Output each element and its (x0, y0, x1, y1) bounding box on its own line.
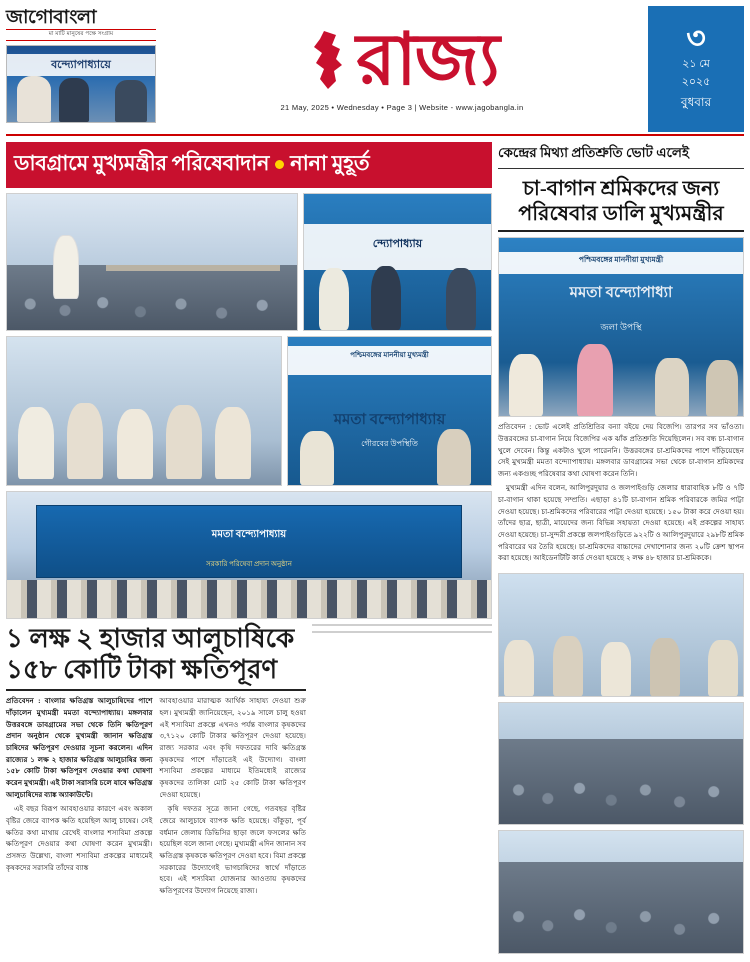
potato-para-3: আবহাওয়ার মারাত্মক আর্থিক সাহায্য দেওয়া শুরু হল। মুখ্যমন্ত্রী জানিয়েছেন, ২০১৯ সালে চালু হওয়া এই শস্যবিমা প্রকল্পে এখনও পর্যন্ত বাংলার কৃষকদের ৩,৭১২০ কোটি টাকার ক্ষতিপূরণ দেওয়া হয়েছে। রাজ্য সরকার এবং কৃষি দফতরের দাবি ক্ষতিগ্রস্ত কৃষকদের পাশে দাঁড়াতেই এই উদ্যোগ। বাংলা শস্যবিমা প্রকল্পের মাধ্যমে ইতিমধ্যেই রাজ্যের কৃষকদের তালিকা মোট ২৫ কোটি টাকা ক্ষতিপূরণ দেওয়া হয়েছে। (159, 697, 306, 799)
right-photo-label-mid: মমতা বন্দ্যোপাধ্যা (569, 284, 673, 301)
bottom-left-photos (312, 624, 492, 954)
right-headline: চা-বাগান শ্রমিকদের জন্য পরিষেবার ডালি মুখ্যমন্ত্রীর (498, 174, 744, 232)
bullet-dot-icon (275, 160, 284, 169)
masthead-left (6, 6, 156, 132)
date-line-1: ২১ মে (682, 58, 710, 71)
thumbnail-figure-3 (115, 80, 147, 122)
photo-row-1 (6, 193, 492, 331)
photo-label-mid-a (313, 625, 491, 626)
right-kicker: কেন্দ্রের মিথ্যা প্রতিশ্রুতি ভোট এলেই (498, 142, 744, 169)
masthead-thumbnail-photo (6, 45, 156, 123)
photo-label-top-b (313, 632, 491, 633)
right-para-2: মুখ্যমন্ত্রী এদিন বলেন, আলিপুরদুয়ার ও জলপাইগুড়ি জেলার ধারাবাহিক ৮টি ও ৭টি চা-বাগান থাকা হয়েছে সম্প্রতি। এছাড়া ৪১টি চা-বাগান শ্রমিক পরিবারকে জমির পাট্টা দেওয়া হয়েছে। চা-শ্রমিকদের পরিবারের পাট্টা দেওয়া হয়েছে। ১৫০ টাকা করে দেওয়া হয়। তাঁদের ছাত্র, ছাত্রী, মায়েদের জন্য বিভিন্ন সহায়তা দেওয়া হয়েছে। এই প্রকল্পের সাহায্য দেওয়া হয়েছে। চা-সুন্দরী প্রকল্পে জলপাইগুড়িতে ৯২২টি ও আলিপুরদুয়ারে ২৯৮টি শ্রমিক পরিবারের ঘর তৈরি হয়েছে। চা-শ্রমিকদের বাচ্চাদের দেখাশোনার জন্য ২০টি ক্রেশ স্থাপন করা হয়েছে। আইডেনটিটি কার্ড দেওয়া হয়েছে ২ লক্ষ ৪৮ হাজার চা-শ্রমিককে। (498, 484, 744, 563)
masthead (6, 6, 744, 136)
photo-figure-b (371, 266, 401, 330)
photo-p4-label-3: গৌরবের উপস্থিতি (361, 438, 418, 448)
left-banner-text-2: নানা মুহূর্ত (290, 151, 370, 175)
masthead-subline: 21 May, 2025 • Wednesday • Page 3 | Website - www.jagobangla.in (280, 102, 524, 112)
day-name: বুধবার (680, 94, 712, 109)
left-banner-headline (6, 142, 492, 188)
photo-tea-garden-event (498, 237, 744, 417)
photo-dignitaries-row (498, 573, 744, 697)
west-bengal-map-icon (306, 29, 352, 91)
photo-label-mid-b (313, 632, 491, 633)
photo-row-2 (6, 336, 492, 486)
photo-figure-a (319, 268, 349, 330)
photo-figure-c (446, 268, 476, 330)
page-number: ৩ (686, 22, 706, 56)
photo-p4-label-2: মমতা বন্দ্যোপাধ্যায় (333, 412, 446, 429)
stage-backdrop-text: মমতা বন্দ্যোপাধ্যায় (211, 529, 287, 541)
photo-dancers (6, 336, 282, 486)
photo-cm-handing-over (312, 624, 492, 626)
thumbnail-caption: বন্দ্যোপাধ্যায়ে (7, 54, 155, 76)
publication-logo: জাগোবাংলা (6, 7, 97, 28)
left-banner-text: ডাবগ্রামে মুখ্যমন্ত্রীর পরিষেবাদান (14, 151, 270, 175)
date-line-2: ২০২৫ (681, 76, 711, 88)
photo-audience-wide (498, 830, 744, 954)
publication-tagline: মা মাটি মানুষের পক্ষে সংগ্রাম (6, 29, 156, 41)
potato-article-col-2 (160, 696, 307, 900)
potato-para-4: কৃষি দফতর সূত্রে জানা গেছে, গতবছর বৃষ্টির জেরে আলুচাষে ব্যাপক ক্ষতি হয়েছে। বাঁকুড়া, পূর্ব বর্ধমান জেলায় ডিভিসির ছাড়া জলে ফসলের ক্ষতি হয়েছিল বলে জানা গেছে। মুখ্যমন্ত্রী এদিন জানান সব ক্ষতিগ্রস্ত কৃষককে ক্ষতিপূরণ দেওয়া হবে। বিমা প্রকল্পে সরকারের উদ্যোগেই ভাগচাষিদের স্বার্থে দাঁড়াতে হবে। এই শস্যবিমা যোজনার আওতায় কৃষকদের ক্ষতিপূরণের উদ্যোগ নিয়েছে রাজ্য। (159, 805, 306, 895)
potato-article-headline: ১ লক্ষ ২ হাজার আলুচাষিকে ১৫৮ কোটি টাকা ক্ষতিপূরণ (6, 624, 306, 691)
left-column (6, 142, 492, 954)
photo-stage-event (6, 491, 492, 619)
right-article-body (498, 422, 744, 568)
photo-label-top-a (313, 625, 491, 626)
photo-cm-with-officers (303, 193, 492, 331)
right-column (498, 142, 744, 954)
potato-para-1: প্রতিবেদন : বাংলার ক্ষতিগ্রস্ত আলুচাষিদের পাশে দাঁড়ালেন মুখ্যমন্ত্রী মমতা বন্দ্যোপাধ্যায়। মঙ্গলবার উত্তরবঙ্গে ডাবগ্রামের সভা থেকে তিনি ক্ষতিপূরণ প্রদান অনুষ্ঠান থেকে মুখ্যমন্ত্রী জানান ক্ষতিগ্রস্ত চাষিদের ক্ষতিপূরণ দেওয়ার সূচনা করলেন। এদিন রাজ্যের ১ লক্ষ ২ হাজার ক্ষতিগ্রস্ত আলুচাষির জন্য ১৫৮ কোটি টাকা ক্ষতিপূরণ দেওয়ার কথা ঘোষণা করেন মুখ্যমন্ত্রী। এই টাকা সরাসরি চলে যাবে ক্ষতিগ্রস্ত আলুচাষিদের ব্যাঙ্ক অ্যাকাউন্টে। (6, 697, 153, 799)
masthead-center (156, 6, 648, 132)
photo-figure-cm (53, 235, 79, 299)
right-photo-label-sub: জলা উপস্থি (600, 322, 642, 333)
page-title: রাজ্য (356, 20, 498, 101)
photo-cm-walkway (6, 193, 298, 331)
masthead-title-row (306, 20, 498, 101)
photo-crowd-seated (498, 702, 744, 826)
potato-article (6, 624, 306, 954)
right-photo-label-top: পশ্চিমবঙ্গের মাননীয়া মুখ্যমন্ত্রী (578, 255, 664, 265)
bottom-left-section (6, 624, 492, 954)
potato-para-2: এই বছর বিরূপ আবহাওয়ার কারণে এবং অকাল বৃষ্টির জেরে ব্যাপক ক্ষতি হয়েছিল আলু চাষের। সেই ক্ষতির কথা মাথায় রেখেই বাংলার শস্যবিমা প্রকল্পে ক্ষতিপূরণ দেওয়ার কথা ঘোষণা করেন মুখ্যমন্ত্রী। প্রসঙ্গত উল্লেখ্য, বাংলা শস্যবিমা প্রকল্পের মাধ্যমেই কৃষকদের সরাসরি তাঁদের ব্যাঙ্ক (6, 805, 153, 872)
photo-p4-label-1: পশ্চিমবঙ্গের মাননীয়া মুখ্যমন্ত্রী (350, 350, 429, 359)
right-para-1: প্রতিবেদন : ভোট এলেই প্রতিশ্রিতির বন্যা বইয়ে দেয় বিজেপি। তারপর সব ভাঁওতা। উত্তরবঙ্গের চা-বাগান নিয়ে বিজেপির এক ঝাঁক প্রতিশ্রুতি দিয়েছিলেন। সব বন্ধ চা-বাগান খুলে দেবেন। কিন্তু একটাও খুলে পারেননি। উত্তরবঙ্গের চা-শ্রমিকদের পাশে দাঁড়িয়েছেন সেই মুখ্যমন্ত্রী মমতা বন্দ্যোপাধ্যায়। মঙ্গলবার ডাবগ্রামের সভা থেকে চা-বাগান শ্রমিকদের জন্য একগুচ্ছ পরিষেবার কথা ঘোষণা করেন তিনি। (498, 423, 744, 478)
masthead-date-block (648, 6, 744, 132)
thumbnail-figure-2 (59, 78, 89, 122)
page-content (6, 142, 744, 954)
photo-cm-with-police (312, 631, 492, 633)
photo-p2-label: ন্দ্যোপাধ্যায় (372, 237, 423, 250)
potato-article-col-1 (6, 696, 153, 900)
stage-backdrop-subtext: সরকারি পরিষেবা প্রদান অনুষ্ঠান (206, 559, 292, 568)
photo-cm-giving-award (287, 336, 492, 486)
thumbnail-figure-1 (17, 76, 51, 122)
